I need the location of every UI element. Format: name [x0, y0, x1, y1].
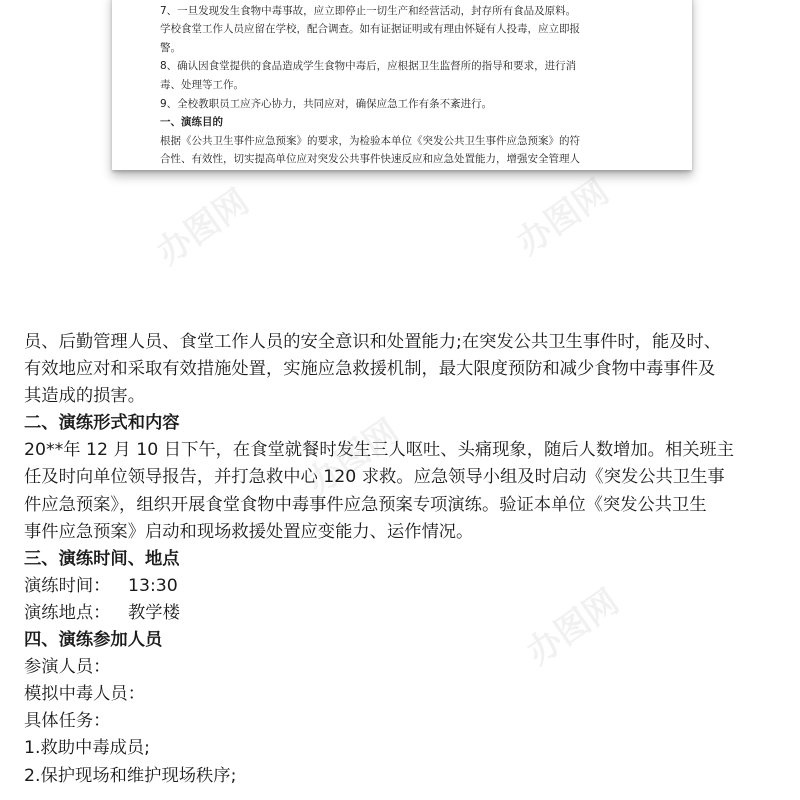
- paragraph-line: 员、后勤管理人员、食堂工作人员的安全意识和处置能力;在突发公共卫生事件时，能及时、: [24, 332, 722, 352]
- paragraph-line: 其造成的损害。: [24, 386, 145, 407]
- preview-line: 学校食堂工作人员应留在学校，配合调查。如有证据证明或有理由怀疑有人投毒，应立即报: [160, 23, 580, 36]
- preview-line: 警。: [160, 41, 181, 54]
- watermark: 办图网: [519, 581, 627, 674]
- preview-line: 毒、处理等工作。: [160, 78, 244, 91]
- preview-heading: 一、演练目的: [160, 116, 223, 129]
- paragraph-line: 2.保护现场和维护现场秩序;: [24, 765, 237, 786]
- section-heading: 三、演练时间、地点: [24, 548, 180, 569]
- section-heading: 二、演练形式和内容: [24, 413, 180, 434]
- paragraph-line: 1.救助中毒成员;: [24, 738, 150, 759]
- drill-place-label: 演练地点：: [24, 602, 111, 623]
- drill-time-row: [24, 573, 784, 600]
- watermark: 办图网: [299, 411, 407, 504]
- paragraph-line: 具体任务：: [24, 711, 111, 732]
- paragraph-line: 模拟中毒人员：: [24, 684, 145, 705]
- paragraph-line: 参演人员：: [24, 657, 111, 678]
- document-body: [24, 329, 784, 790]
- drill-time-value: 13:30: [128, 575, 178, 596]
- preview-line: 合性、有效性，切实提高单位应对突发公共事件快速反应和应急处置能力，增强安全管理人: [160, 153, 580, 166]
- section-2-content: [24, 437, 784, 545]
- page-preview-area: [0, 0, 800, 215]
- drill-place-row: [24, 600, 784, 627]
- section-heading: 四、演练参加人员: [24, 630, 163, 651]
- page-preview-card: [112, 0, 692, 170]
- watermark: 办图网: [149, 181, 257, 274]
- preview-line: 8、确认因食堂提供的食品造成学生食物中毒后，应根据卫生监督所的指导和要求，进行消: [160, 60, 577, 73]
- preview-line: 7、一旦发现发生食物中毒事故，应立即停止一切生产和经营活动，封存所有食品及原料。: [160, 4, 577, 17]
- drill-time-label: 演练时间：: [24, 575, 111, 596]
- paragraph-line: 件应急预案》，组织开展食堂食物中毒事件应急预案专项演练。验证本单位《突发公共卫生: [24, 494, 707, 515]
- preview-line: 9、全校教职员工应齐心协力，共同应对，确保应急工作有条不紊进行。: [160, 97, 493, 110]
- paragraph-line: 任及时向单位领导报告，并打急救中心 120 求救。应急领导小组及时启动《突发公共卫生事: [24, 467, 725, 488]
- purpose-continuation: [24, 329, 784, 410]
- paragraph-line: 20**年 12 月 10 日下午，在食堂就餐时发生三人呕吐、头痛现象，随后人数增加。相关班主: [24, 440, 735, 461]
- section-4-content: [24, 654, 784, 789]
- paragraph-line: 有效地应对和采取有效措施处置，实施应急救援机制，最大限度预防和减少食物中毒事件及: [24, 359, 716, 380]
- paragraph-line: 事件应急预案》启动和现场救援处置应变能力、运作情况。: [24, 521, 474, 542]
- preview-line: 根据《公共卫生事件应急预案》的要求，为检验本单位《突发公共卫生事件应急预案》的符: [160, 134, 580, 147]
- drill-place-value: 教学楼: [128, 602, 180, 623]
- page-preview-text: [160, 0, 660, 169]
- watermark: 办图网: [509, 171, 617, 264]
